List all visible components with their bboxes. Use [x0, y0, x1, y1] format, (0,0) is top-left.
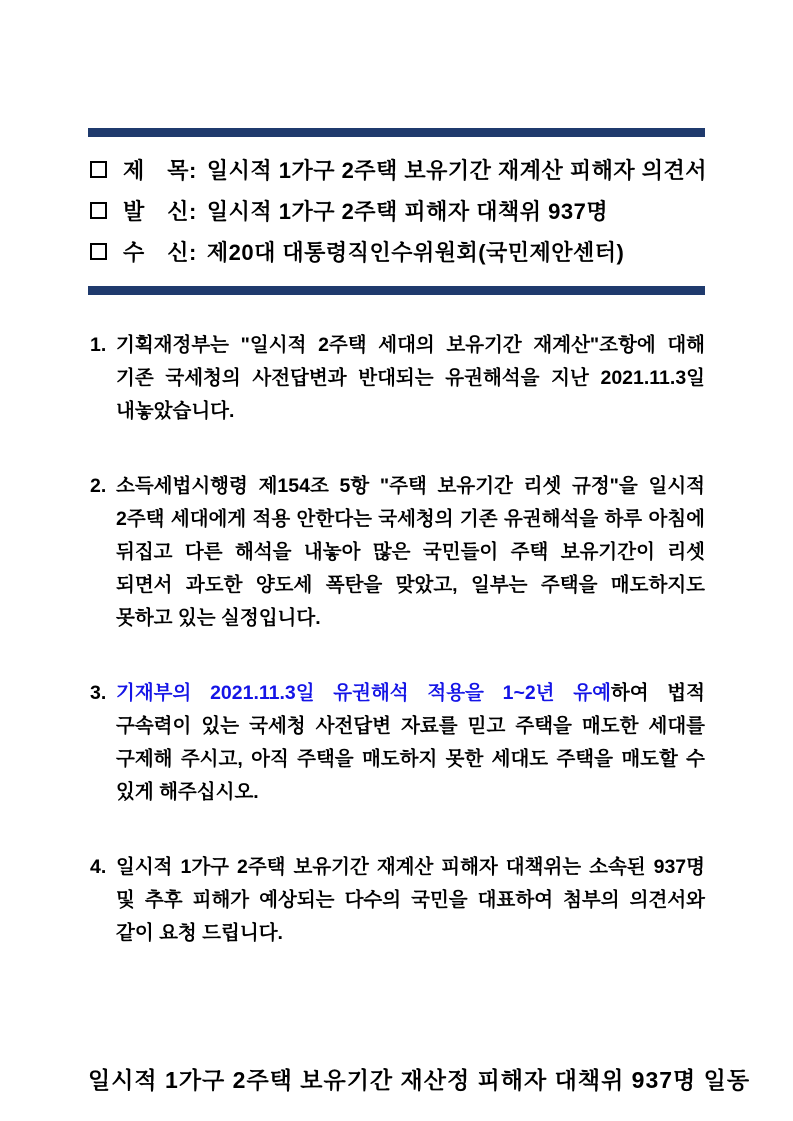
paragraph-number: 4. — [90, 856, 107, 878]
paragraph-2 — [88, 470, 705, 635]
paragraph-number: 2. — [90, 475, 107, 497]
header-field-1 — [90, 149, 708, 190]
field-label: 수 신: — [123, 240, 197, 265]
header-bottom-rule — [88, 286, 705, 295]
paragraph-number: 3. — [90, 682, 107, 704]
field-value: 제20대 대통령직인수위원회(국민제안센터) — [206, 240, 625, 265]
header-top-rule — [88, 128, 705, 137]
field-label: 발 신: — [123, 199, 197, 224]
body-paragraphs — [88, 329, 705, 950]
paragraph-text-emphasis: 기재부의 2021.11.3일 유권해석 적용을 1~2년 유예 — [116, 682, 611, 704]
checkbox-icon — [90, 202, 107, 219]
paragraph-text: 소득세법시행령 제154조 5항 "주택 보유기간 리셋 규정"을 일시적 2주택 세대에게 적용 안한다는 국세청의 기존 유권해석을 하루 아침에 뒤집고 다른 해석을 내놓아 많은 국민들이 주택 보유기간이 리셋 되면서 과도한 양도세 폭탄을 맞았고, 일부는 주택을 매도하지도 못하고 있는 실정입니다. — [116, 475, 705, 629]
closing-line: 일시적 1가구 2주택 보유기간 재산정 피해자 대책위 937명 일동 — [88, 1067, 751, 1093]
header-field-2 — [90, 190, 705, 231]
field-value: 일시적 1가구 2주택 보유기간 재계산 피해자 의견서 — [206, 158, 708, 183]
field-value: 일시적 1가구 2주택 피해자 대책위 937명 — [206, 199, 609, 224]
header-fields — [88, 137, 708, 286]
checkbox-icon — [90, 243, 107, 260]
header-field-3 — [90, 231, 705, 272]
paragraph-number: 1. — [90, 334, 107, 356]
field-label: 제 목: — [123, 158, 197, 183]
paragraph-text: 하여 법적 구속력이 있는 국세청 사전답변 자료를 믿고 주택을 매도한 세대를 구제해 주시고, 아직 주택을 매도하지 못한 세대도 주택을 매도할 수 있게 해주십시오. — [116, 682, 705, 803]
paragraph-3 — [88, 677, 705, 809]
paragraph-1 — [88, 329, 705, 428]
checkbox-icon — [90, 161, 107, 178]
paragraph-text: 기획재정부는 "일시적 2주택 세대의 보유기간 재계산"조항에 대해 기존 국세청의 사전답변과 반대되는 유권해석을 지난 2021.11.3일 내놓았습니다. — [116, 334, 705, 422]
paragraph-text: 일시적 1가구 2주택 보유기간 재계산 피해자 대책위는 소속된 937명 및 추후 피해가 예상되는 다수의 국민을 대표하여 첨부의 의견서와 같이 요청 드립니다. — [116, 856, 705, 944]
paragraph-4 — [88, 851, 705, 950]
